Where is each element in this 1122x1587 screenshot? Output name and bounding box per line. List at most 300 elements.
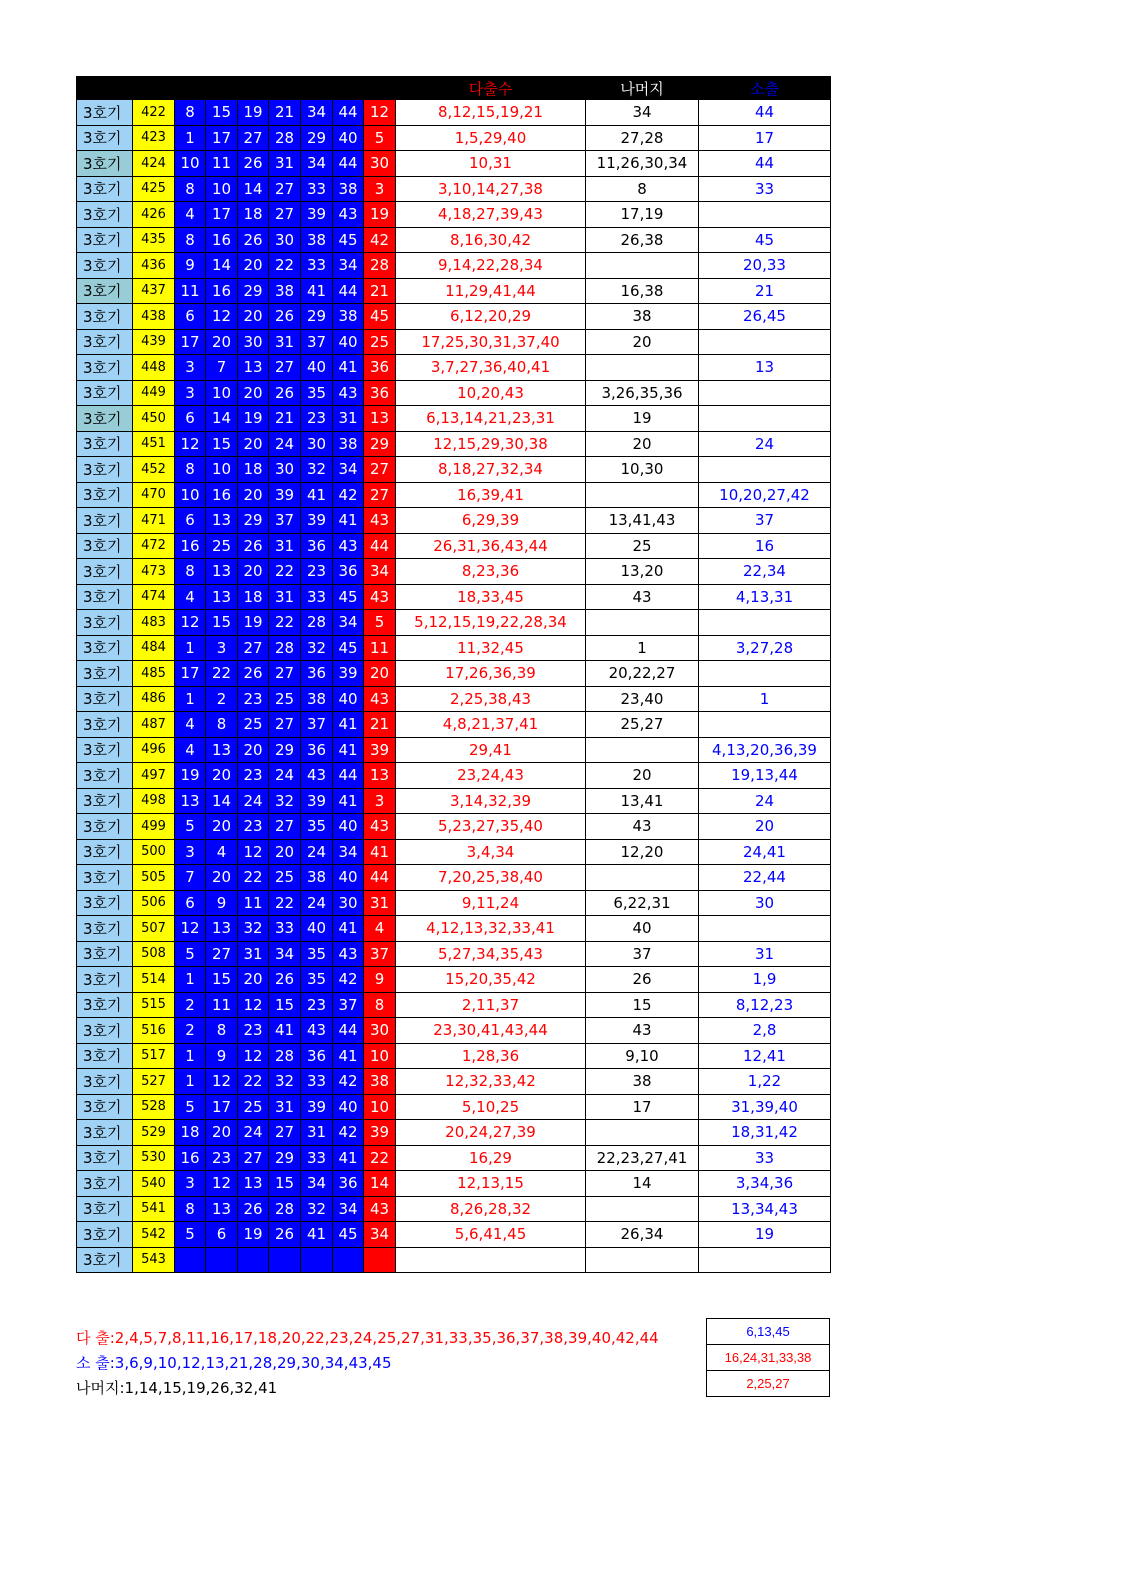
machine-label: 3호기 bbox=[77, 635, 133, 661]
machine-label: 3호기 bbox=[77, 151, 133, 177]
drawn-number: 39 bbox=[301, 508, 333, 534]
rest-numbers: 16,38 bbox=[586, 278, 699, 304]
machine-label: 3호기 bbox=[77, 814, 133, 840]
drawn-number bbox=[333, 1247, 364, 1273]
drawn-number: 20 bbox=[206, 1120, 238, 1146]
bonus-number: 11 bbox=[364, 635, 396, 661]
machine-label: 3호기 bbox=[77, 227, 133, 253]
drawn-number: 41 bbox=[333, 737, 364, 763]
machine-label: 3호기 bbox=[77, 992, 133, 1018]
drawn-number: 26 bbox=[269, 380, 301, 406]
drawn-number: 8 bbox=[175, 559, 206, 585]
machine-label: 3호기 bbox=[77, 584, 133, 610]
drawn-number: 38 bbox=[301, 227, 333, 253]
bonus-number: 21 bbox=[364, 712, 396, 738]
round-number: 470 bbox=[133, 482, 175, 508]
drawn-number: 23 bbox=[301, 406, 333, 432]
drawn-number: 19 bbox=[238, 100, 269, 126]
drawn-number: 16 bbox=[206, 482, 238, 508]
drawn-number: 26 bbox=[238, 1196, 269, 1222]
cold-numbers: 3,27,28 bbox=[699, 635, 831, 661]
round-number: 452 bbox=[133, 457, 175, 483]
rest-numbers: 43 bbox=[586, 814, 699, 840]
drawn-number: 38 bbox=[333, 431, 364, 457]
drawn-number: 4 bbox=[206, 839, 238, 865]
round-number: 426 bbox=[133, 202, 175, 228]
drawn-number: 35 bbox=[301, 967, 333, 993]
drawn-number: 13 bbox=[206, 508, 238, 534]
cold-numbers: 33 bbox=[699, 176, 831, 202]
drawn-number: 41 bbox=[333, 712, 364, 738]
hot-numbers: 10,31 bbox=[396, 151, 586, 177]
drawn-number: 38 bbox=[333, 304, 364, 330]
drawn-number: 43 bbox=[333, 202, 364, 228]
drawn-number: 45 bbox=[333, 1222, 364, 1248]
bonus-number: 28 bbox=[364, 253, 396, 279]
hot-numbers: 7,20,25,38,40 bbox=[396, 865, 586, 891]
drawn-number: 30 bbox=[238, 329, 269, 355]
round-number: 505 bbox=[133, 865, 175, 891]
drawn-number: 10 bbox=[206, 176, 238, 202]
rest-numbers: 11,26,30,34 bbox=[586, 151, 699, 177]
drawn-number: 32 bbox=[301, 635, 333, 661]
hot-numbers: 4,8,21,37,41 bbox=[396, 712, 586, 738]
hot-numbers: 29,41 bbox=[396, 737, 586, 763]
table-row bbox=[77, 1145, 831, 1171]
table-row bbox=[77, 1171, 831, 1197]
round-number: 515 bbox=[133, 992, 175, 1018]
table-row bbox=[77, 559, 831, 585]
drawn-number: 15 bbox=[206, 967, 238, 993]
rest-numbers: 25,27 bbox=[586, 712, 699, 738]
drawn-number: 41 bbox=[301, 482, 333, 508]
drawn-number: 12 bbox=[206, 1069, 238, 1095]
machine-label: 3호기 bbox=[77, 559, 133, 585]
cold-numbers: 21 bbox=[699, 278, 831, 304]
summary-cold-line: 소 출:3,6,9,10,12,13,21,28,29,30,34,43,45 bbox=[76, 1354, 392, 1372]
round-number: 425 bbox=[133, 176, 175, 202]
drawn-number: 13 bbox=[206, 1196, 238, 1222]
drawn-number: 35 bbox=[301, 814, 333, 840]
bonus-number: 38 bbox=[364, 1069, 396, 1095]
drawn-number: 34 bbox=[269, 941, 301, 967]
drawn-number: 6 bbox=[175, 890, 206, 916]
cold-numbers: 37 bbox=[699, 508, 831, 534]
drawn-number: 12 bbox=[206, 304, 238, 330]
bonus-number: 22 bbox=[364, 1145, 396, 1171]
drawn-number: 13 bbox=[238, 1171, 269, 1197]
machine-label: 3호기 bbox=[77, 661, 133, 687]
drawn-number: 11 bbox=[206, 151, 238, 177]
drawn-number: 43 bbox=[333, 533, 364, 559]
hot-numbers: 8,16,30,42 bbox=[396, 227, 586, 253]
cold-numbers: 3,34,36 bbox=[699, 1171, 831, 1197]
cold-numbers: 13 bbox=[699, 355, 831, 381]
drawn-number: 21 bbox=[269, 406, 301, 432]
drawn-number: 1 bbox=[175, 635, 206, 661]
drawn-number: 27 bbox=[238, 635, 269, 661]
drawn-number: 31 bbox=[269, 584, 301, 610]
machine-label: 3호기 bbox=[77, 253, 133, 279]
summary-block bbox=[76, 1326, 659, 1401]
bonus-number: 39 bbox=[364, 1120, 396, 1146]
bonus-number: 3 bbox=[364, 176, 396, 202]
drawn-number: 31 bbox=[269, 533, 301, 559]
cold-numbers: 22,34 bbox=[699, 559, 831, 585]
machine-label: 3호기 bbox=[77, 686, 133, 712]
rest-numbers: 20 bbox=[586, 431, 699, 457]
rest-numbers: 13,20 bbox=[586, 559, 699, 585]
rest-numbers: 34 bbox=[586, 100, 699, 126]
hot-numbers: 5,27,34,35,43 bbox=[396, 941, 586, 967]
rest-numbers bbox=[586, 610, 699, 636]
round-number: 516 bbox=[133, 1018, 175, 1044]
round-number: 437 bbox=[133, 278, 175, 304]
table-row bbox=[77, 635, 831, 661]
hot-numbers: 3,14,32,39 bbox=[396, 788, 586, 814]
drawn-number: 23 bbox=[301, 992, 333, 1018]
bonus-number: 36 bbox=[364, 380, 396, 406]
table-row bbox=[77, 355, 831, 381]
round-number: 484 bbox=[133, 635, 175, 661]
cold-numbers: 22,44 bbox=[699, 865, 831, 891]
drawn-number: 7 bbox=[206, 355, 238, 381]
round-number: 438 bbox=[133, 304, 175, 330]
drawn-number: 9 bbox=[206, 1043, 238, 1069]
drawn-number: 23 bbox=[238, 1018, 269, 1044]
round-number: 471 bbox=[133, 508, 175, 534]
drawn-number: 11 bbox=[238, 890, 269, 916]
drawn-number: 15 bbox=[206, 610, 238, 636]
hot-numbers: 8,12,15,19,21 bbox=[396, 100, 586, 126]
drawn-number: 27 bbox=[269, 355, 301, 381]
drawn-number: 43 bbox=[301, 763, 333, 789]
rest-numbers: 43 bbox=[586, 584, 699, 610]
hot-numbers: 23,24,43 bbox=[396, 763, 586, 789]
table-row bbox=[77, 967, 831, 993]
round-number: 541 bbox=[133, 1196, 175, 1222]
cold-numbers bbox=[699, 610, 831, 636]
drawn-number: 22 bbox=[269, 610, 301, 636]
drawn-number: 5 bbox=[175, 1222, 206, 1248]
drawn-number: 3 bbox=[175, 380, 206, 406]
drawn-number: 37 bbox=[301, 329, 333, 355]
machine-label: 3호기 bbox=[77, 1120, 133, 1146]
drawn-number: 9 bbox=[206, 890, 238, 916]
drawn-number: 21 bbox=[269, 100, 301, 126]
drawn-number: 42 bbox=[333, 1120, 364, 1146]
drawn-number: 39 bbox=[301, 1094, 333, 1120]
drawn-number: 29 bbox=[269, 737, 301, 763]
bonus-number: 10 bbox=[364, 1094, 396, 1120]
drawn-number: 27 bbox=[206, 941, 238, 967]
bonus-number: 34 bbox=[364, 559, 396, 585]
drawn-number: 16 bbox=[206, 227, 238, 253]
machine-label: 3호기 bbox=[77, 865, 133, 891]
table-row bbox=[77, 610, 831, 636]
drawn-number: 24 bbox=[238, 788, 269, 814]
bonus-number bbox=[364, 1247, 396, 1273]
drawn-number: 22 bbox=[269, 253, 301, 279]
drawn-number: 33 bbox=[301, 1145, 333, 1171]
rest-numbers bbox=[586, 482, 699, 508]
drawn-number: 12 bbox=[238, 1043, 269, 1069]
lotto-table bbox=[76, 76, 831, 1273]
drawn-number: 41 bbox=[333, 788, 364, 814]
table-row bbox=[77, 941, 831, 967]
drawn-number: 35 bbox=[301, 941, 333, 967]
drawn-number: 3 bbox=[175, 355, 206, 381]
drawn-number bbox=[238, 1247, 269, 1273]
cold-numbers: 20,33 bbox=[699, 253, 831, 279]
drawn-number: 42 bbox=[333, 482, 364, 508]
drawn-number: 10 bbox=[206, 457, 238, 483]
round-number: 473 bbox=[133, 559, 175, 585]
drawn-number: 45 bbox=[333, 227, 364, 253]
header-cold: 소출 bbox=[699, 77, 831, 100]
drawn-number: 25 bbox=[269, 686, 301, 712]
round-number: 497 bbox=[133, 763, 175, 789]
hot-numbers: 17,26,36,39 bbox=[396, 661, 586, 687]
table-row bbox=[77, 992, 831, 1018]
drawn-number: 9 bbox=[175, 253, 206, 279]
drawn-number: 24 bbox=[301, 839, 333, 865]
drawn-number: 6 bbox=[175, 508, 206, 534]
drawn-number: 26 bbox=[269, 304, 301, 330]
rest-numbers bbox=[586, 1120, 699, 1146]
drawn-number: 34 bbox=[333, 253, 364, 279]
cold-numbers: 24,41 bbox=[699, 839, 831, 865]
bonus-number: 34 bbox=[364, 1222, 396, 1248]
machine-label: 3호기 bbox=[77, 763, 133, 789]
drawn-number: 33 bbox=[269, 916, 301, 942]
drawn-number: 8 bbox=[175, 457, 206, 483]
round-number: 506 bbox=[133, 890, 175, 916]
drawn-number: 41 bbox=[333, 508, 364, 534]
round-number: 422 bbox=[133, 100, 175, 126]
drawn-number: 34 bbox=[301, 1171, 333, 1197]
drawn-number: 17 bbox=[175, 329, 206, 355]
drawn-number: 8 bbox=[206, 1018, 238, 1044]
hot-numbers: 12,13,15 bbox=[396, 1171, 586, 1197]
machine-label: 3호기 bbox=[77, 1222, 133, 1248]
table-row bbox=[77, 151, 831, 177]
drawn-number: 32 bbox=[301, 457, 333, 483]
hot-numbers: 20,24,27,39 bbox=[396, 1120, 586, 1146]
hot-numbers: 12,15,29,30,38 bbox=[396, 431, 586, 457]
cold-numbers: 13,34,43 bbox=[699, 1196, 831, 1222]
bonus-number: 10 bbox=[364, 1043, 396, 1069]
table-row bbox=[77, 278, 831, 304]
hot-numbers: 3,10,14,27,38 bbox=[396, 176, 586, 202]
drawn-number: 31 bbox=[269, 1094, 301, 1120]
drawn-number: 20 bbox=[238, 737, 269, 763]
drawn-number: 23 bbox=[238, 814, 269, 840]
hot-numbers: 26,31,36,43,44 bbox=[396, 533, 586, 559]
table-row bbox=[77, 712, 831, 738]
hot-numbers: 10,20,43 bbox=[396, 380, 586, 406]
drawn-number: 43 bbox=[301, 1018, 333, 1044]
drawn-number: 45 bbox=[333, 584, 364, 610]
drawn-number: 38 bbox=[301, 865, 333, 891]
drawn-number: 3 bbox=[175, 839, 206, 865]
round-number: 530 bbox=[133, 1145, 175, 1171]
rest-numbers: 13,41 bbox=[586, 788, 699, 814]
round-number: 435 bbox=[133, 227, 175, 253]
drawn-number: 27 bbox=[238, 125, 269, 151]
drawn-number: 10 bbox=[175, 482, 206, 508]
drawn-number: 10 bbox=[206, 380, 238, 406]
drawn-number: 41 bbox=[333, 916, 364, 942]
round-number: 483 bbox=[133, 610, 175, 636]
drawn-number: 44 bbox=[333, 278, 364, 304]
table-row bbox=[77, 406, 831, 432]
round-number: 436 bbox=[133, 253, 175, 279]
rest-numbers: 43 bbox=[586, 1018, 699, 1044]
bonus-number: 5 bbox=[364, 125, 396, 151]
side-box bbox=[706, 1318, 830, 1397]
table-row bbox=[77, 227, 831, 253]
machine-label: 3호기 bbox=[77, 125, 133, 151]
drawn-number: 16 bbox=[175, 1145, 206, 1171]
drawn-number: 34 bbox=[333, 610, 364, 636]
drawn-number: 4 bbox=[175, 584, 206, 610]
bonus-number: 14 bbox=[364, 1171, 396, 1197]
drawn-number: 24 bbox=[269, 763, 301, 789]
drawn-number: 23 bbox=[206, 1145, 238, 1171]
bonus-number: 44 bbox=[364, 533, 396, 559]
machine-label: 3호기 bbox=[77, 100, 133, 126]
drawn-number: 36 bbox=[301, 533, 333, 559]
round-number: 423 bbox=[133, 125, 175, 151]
table-row bbox=[77, 202, 831, 228]
rest-numbers: 25 bbox=[586, 533, 699, 559]
drawn-number: 16 bbox=[206, 278, 238, 304]
rest-numbers: 1 bbox=[586, 635, 699, 661]
drawn-number: 23 bbox=[238, 763, 269, 789]
bonus-number: 31 bbox=[364, 890, 396, 916]
drawn-number: 37 bbox=[269, 508, 301, 534]
drawn-number: 1 bbox=[175, 1069, 206, 1095]
machine-label: 3호기 bbox=[77, 1196, 133, 1222]
summary-hot-line: 다 출:2,4,5,7,8,11,16,17,18,20,22,23,24,25,27,31,33,35,36,37,38,39,40,42,44 bbox=[76, 1329, 659, 1347]
drawn-number: 33 bbox=[301, 584, 333, 610]
drawn-number: 16 bbox=[175, 533, 206, 559]
round-number: 508 bbox=[133, 941, 175, 967]
drawn-number: 40 bbox=[333, 865, 364, 891]
cold-numbers: 33 bbox=[699, 1145, 831, 1171]
drawn-number: 45 bbox=[333, 635, 364, 661]
drawn-number: 38 bbox=[301, 686, 333, 712]
hot-numbers: 23,30,41,43,44 bbox=[396, 1018, 586, 1044]
drawn-number bbox=[206, 1247, 238, 1273]
header-hot: 다출수 bbox=[396, 77, 586, 100]
rest-numbers: 38 bbox=[586, 304, 699, 330]
drawn-number: 28 bbox=[269, 1196, 301, 1222]
drawn-number: 28 bbox=[269, 1043, 301, 1069]
drawn-number: 36 bbox=[333, 559, 364, 585]
drawn-number: 36 bbox=[333, 1171, 364, 1197]
cold-numbers: 26,45 bbox=[699, 304, 831, 330]
drawn-number: 19 bbox=[238, 1222, 269, 1248]
table-row bbox=[77, 661, 831, 687]
side-box-cell-3: 2,25,27 bbox=[707, 1371, 830, 1397]
header-row bbox=[77, 77, 831, 100]
drawn-number: 20 bbox=[238, 482, 269, 508]
drawn-number: 20 bbox=[238, 559, 269, 585]
hot-numbers: 6,13,14,21,23,31 bbox=[396, 406, 586, 432]
round-number: 507 bbox=[133, 916, 175, 942]
round-number: 542 bbox=[133, 1222, 175, 1248]
drawn-number: 20 bbox=[269, 839, 301, 865]
drawn-number: 34 bbox=[333, 1196, 364, 1222]
drawn-number: 19 bbox=[175, 763, 206, 789]
cold-numbers bbox=[699, 380, 831, 406]
drawn-number: 33 bbox=[301, 1069, 333, 1095]
bonus-number: 4 bbox=[364, 916, 396, 942]
machine-label: 3호기 bbox=[77, 1247, 133, 1273]
table-row bbox=[77, 584, 831, 610]
drawn-number: 22 bbox=[238, 1069, 269, 1095]
cold-numbers bbox=[699, 457, 831, 483]
round-number: 424 bbox=[133, 151, 175, 177]
cold-numbers bbox=[699, 712, 831, 738]
rest-numbers: 17 bbox=[586, 1094, 699, 1120]
drawn-number: 22 bbox=[206, 661, 238, 687]
bonus-number: 5 bbox=[364, 610, 396, 636]
bonus-number: 8 bbox=[364, 992, 396, 1018]
table-row bbox=[77, 253, 831, 279]
machine-label: 3호기 bbox=[77, 916, 133, 942]
machine-label: 3호기 bbox=[77, 1069, 133, 1095]
drawn-number: 14 bbox=[206, 788, 238, 814]
machine-label: 3호기 bbox=[77, 967, 133, 993]
drawn-number: 41 bbox=[301, 1222, 333, 1248]
header-blank bbox=[77, 77, 396, 100]
drawn-number: 27 bbox=[238, 1145, 269, 1171]
table-row bbox=[77, 100, 831, 126]
round-number: 543 bbox=[133, 1247, 175, 1273]
round-number: 528 bbox=[133, 1094, 175, 1120]
drawn-number: 2 bbox=[175, 992, 206, 1018]
drawn-number: 14 bbox=[238, 176, 269, 202]
hot-numbers: 17,25,30,31,37,40 bbox=[396, 329, 586, 355]
drawn-number: 25 bbox=[206, 533, 238, 559]
machine-label: 3호기 bbox=[77, 508, 133, 534]
hot-numbers: 5,6,41,45 bbox=[396, 1222, 586, 1248]
cold-numbers: 31 bbox=[699, 941, 831, 967]
drawn-number: 5 bbox=[175, 1094, 206, 1120]
drawn-number: 17 bbox=[206, 1094, 238, 1120]
hot-numbers: 9,11,24 bbox=[396, 890, 586, 916]
round-number: 448 bbox=[133, 355, 175, 381]
drawn-number: 29 bbox=[301, 125, 333, 151]
round-number: 496 bbox=[133, 737, 175, 763]
machine-label: 3호기 bbox=[77, 1094, 133, 1120]
bonus-number: 41 bbox=[364, 839, 396, 865]
summary-rest-line: 나머지:1,14,15,19,26,32,41 bbox=[76, 1379, 278, 1397]
drawn-number: 26 bbox=[238, 533, 269, 559]
drawn-number: 31 bbox=[333, 406, 364, 432]
drawn-number: 30 bbox=[269, 227, 301, 253]
table-row bbox=[77, 916, 831, 942]
drawn-number: 12 bbox=[206, 1171, 238, 1197]
drawn-number: 22 bbox=[238, 865, 269, 891]
drawn-number: 26 bbox=[269, 1222, 301, 1248]
table-row bbox=[77, 1018, 831, 1044]
drawn-number: 34 bbox=[301, 100, 333, 126]
rest-numbers: 13,41,43 bbox=[586, 508, 699, 534]
